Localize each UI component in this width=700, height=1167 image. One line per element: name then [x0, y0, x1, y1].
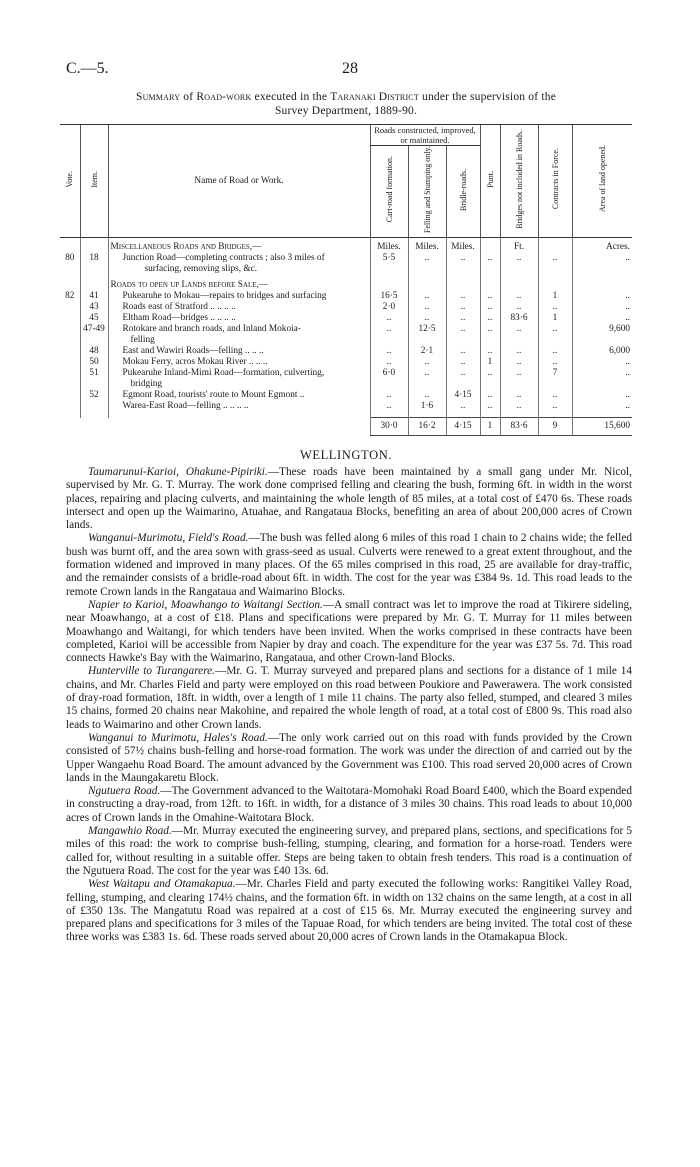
cell-contracts: ..	[538, 390, 572, 401]
caption-part: Road-work	[196, 91, 252, 103]
paragraph-title: Hunterville to Turangarere.	[88, 665, 216, 678]
cell-area: ..	[572, 390, 632, 401]
header-punt: Punt.	[480, 125, 500, 238]
cell-bridle: ..	[446, 357, 480, 368]
cell-cart: ..	[370, 390, 408, 401]
cell-bridle: 4·15	[446, 390, 480, 401]
paragraph-title: Wanganui-Murimotu, Field's Road.	[88, 532, 249, 545]
paragraph	[66, 785, 632, 825]
paragraph-title: West Waitapu and Otamakapua.	[88, 878, 236, 891]
total-bridges: 83·6	[500, 418, 538, 436]
cell-area: ..	[572, 313, 632, 324]
cell-name: Rotokare and branch roads, and Inland Mokoia- felling	[108, 324, 370, 346]
cell-area: ..	[572, 253, 632, 275]
cell-bridges: ..	[500, 346, 538, 357]
cell-contracts: ..	[538, 357, 572, 368]
table-row	[60, 357, 632, 368]
totals-row	[60, 418, 632, 436]
cell-item: 18	[80, 253, 108, 275]
cell-item	[80, 401, 108, 412]
road-work-table	[60, 124, 632, 436]
table-row	[60, 346, 632, 357]
total-area: 15,600	[572, 418, 632, 436]
caption-part: Survey Department, 1889-90.	[274, 105, 418, 117]
cell-contracts: ..	[538, 253, 572, 275]
cell-felling: ..	[408, 313, 446, 324]
cell-cart: ..	[370, 346, 408, 357]
cell-felling: 12·5	[408, 324, 446, 346]
cell-area: ..	[572, 368, 632, 390]
total-felling: 16·2	[408, 418, 446, 436]
cell-vote	[60, 368, 80, 390]
header-bridle: Bridle-roads.	[446, 146, 480, 238]
total-punt: 1	[480, 418, 500, 436]
cell-felling: ..	[408, 390, 446, 401]
cell-vote	[60, 302, 80, 313]
header-name: Name of Road or Work.	[108, 125, 370, 238]
header-area: Area of land opened.	[572, 125, 632, 238]
cell-area: 9,600	[572, 324, 632, 346]
caption-part: Taranaki District	[330, 91, 419, 103]
cell-cart: ..	[370, 324, 408, 346]
header-cart: Cart-road formation.	[370, 146, 408, 238]
total-bridle: 4·15	[446, 418, 480, 436]
cell-item: 45	[80, 313, 108, 324]
cell-name: Pukearuhe to Mokau—repairs to bridges and surfacing	[108, 291, 370, 302]
document-reference: C.—5.	[66, 60, 109, 77]
unit-label: Acres.	[572, 238, 632, 254]
unit-label: Miles.	[370, 238, 408, 254]
cell-bridges: ..	[500, 368, 538, 390]
cell-name: East and Wawiri Roads—felling .. .. ..	[108, 346, 370, 357]
cell-bridges: ..	[500, 390, 538, 401]
table-caption	[60, 90, 632, 118]
cell-vote	[60, 357, 80, 368]
cell-bridle: ..	[446, 346, 480, 357]
caption-part: of	[180, 91, 197, 103]
cell-punt: 1	[480, 357, 500, 368]
cell-contracts: 7	[538, 368, 572, 390]
cell-name: Egmont Road, tourists' route to Mount Egmont ..	[108, 390, 370, 401]
table-row	[60, 368, 632, 390]
table-row	[60, 401, 632, 412]
cell-punt: ..	[480, 401, 500, 412]
paragraph	[66, 665, 632, 731]
paragraph-text: —Mr. Murray executed the engineering survey, and prepared plans, sections, and specifications for 5 miles of this road: the work to comprise bush-felling, stumping, clearing, and formation for a horse-road. Tenders were called for, without resulting in a suitable offer. Steps are being taken to obtain fresh tenders. This road is a continuation of the Ngutuera Road. The cost for the year was £40 13s. 6d.	[66, 825, 632, 877]
cell-area: ..	[572, 401, 632, 412]
cell-vote	[60, 401, 80, 412]
cell-vote: 82	[65, 291, 75, 302]
cell-punt: ..	[480, 324, 500, 346]
unit-label: Ft.	[500, 238, 538, 254]
caption-part: under the supervision of the	[418, 91, 556, 103]
paragraph	[66, 825, 632, 878]
cell-cart: 6·0	[370, 368, 408, 390]
cell-felling: ..	[408, 253, 446, 275]
cell-name: Pukearuhe Inland-Mimi Road—formation, culverting, bridging	[108, 368, 370, 390]
cell-bridle: ..	[446, 324, 480, 346]
header-contracts: Contracts in Force.	[538, 125, 572, 238]
header-vote: Vote.	[60, 125, 80, 238]
cell-name: Warea-East Road—felling .. .. .. ..	[108, 401, 370, 412]
caption-part: Summary	[135, 91, 181, 103]
cell-vote	[60, 390, 80, 401]
table-row	[60, 253, 632, 275]
cell-cart: ..	[370, 357, 408, 368]
cell-contracts: ..	[538, 324, 572, 346]
cell-bridges: ..	[500, 357, 538, 368]
cell-contracts: ..	[538, 302, 572, 313]
cell-area: ..	[572, 291, 632, 302]
cell-area: 6,000	[572, 346, 632, 357]
table-row	[60, 324, 632, 346]
cell-punt: ..	[480, 302, 500, 313]
cell-vote	[60, 313, 80, 324]
unit-label: Miles.	[408, 238, 446, 254]
paragraph-text: —The bush was felled along 6 miles of this road 1 chain to 2 chains wide; the felled bush was burnt off, and the area sown with grass-seed as usual. Culverts were renewed to a great extent throughout, and the formation widened and improved in many places. Of the 65 miles comprised in this road, 25 are available for dray-traffic, and the remainder consists of a bridle-road about 6ft. in width. The cost for the year was £384 9s. 1d. This road leads to the remote Crown lands in the Rangataua and Waimarino Blocks.	[66, 532, 632, 598]
cell-felling: ..	[408, 368, 446, 390]
caption-part: executed in the	[251, 91, 331, 103]
cell-contracts: 1	[538, 291, 572, 302]
cell-name: Roads east of Stratford .. .. .. ..	[108, 302, 370, 313]
table-row	[60, 291, 632, 302]
cell-name: Mokau Ferry, acros Mokau River .. .. ..	[108, 357, 370, 368]
cell-item: 43	[80, 302, 108, 313]
lands-heading: Roads to open up Lands before Sale,—	[108, 280, 370, 291]
cell-vote	[60, 346, 80, 357]
cell-punt: ..	[480, 313, 500, 324]
paragraph-text: —Mr. G. T. Murray surveyed and prepared plans and sections for a distance of 1 mile 14 chains, and Mr. Charles Field and party were employed on this road between Poukiore and Pawerawera. The work consisted of dray-road formation, 18ft. in width, over a length of 1 mile 11 chains. The party also felled, stumped, and cleared 3 miles 15 chains, formed 20 chains near Makohine, and repaired the whole length of road, at a total cost of £800 9s. This road also leads to Waimarino and other Crown lands.	[66, 665, 632, 731]
cell-item: 47-49	[80, 324, 108, 346]
cell-bridle: ..	[446, 302, 480, 313]
cell-contracts: ..	[538, 401, 572, 412]
cell-item: 41	[80, 291, 108, 302]
cell-item: 48	[80, 346, 108, 357]
cell-punt: ..	[480, 390, 500, 401]
cell-cart: 2·0	[370, 302, 408, 313]
cell-bridges: ..	[500, 401, 538, 412]
section-title: WELLINGTON.	[299, 448, 393, 462]
header-item: Item.	[80, 125, 108, 238]
cell-bridges: ..	[500, 324, 538, 346]
cell-bridges: ..	[500, 302, 538, 313]
paragraph-text: —The only work carried out on this road with funds provided by the Crown consisted of 57½ chains bush-felling and horse-road formation. The work was under the direction of and carried out by the Upper Wangaehu Road Board. The amount advanced by the Government was £100. This road served 20,000 acres of Crown lands in the Maungakaretu Block.	[66, 731, 632, 784]
cell-vote	[60, 324, 80, 346]
paragraph-text: —Mr. Charles Field and party executed the following works: Rangitikei Valley Road, felling, stumping, and clearing 174½ chains, and the formation 6ft. in width on 132 chains on the same length, at a cost in all of £350 13s. The Mangatutu Road was repaired at a cost of £15 6s. Mr. Murray executed the engineering survey and prepared plans and specifications for 3 miles of the Tapuae Road, for which tenders are being invited. The total cost of these three works was £383 1s. 6d. These roads served about 20,000 acres of Crown lands in the Otamakapua Block.	[66, 878, 632, 944]
body-text	[66, 466, 632, 945]
cell-felling: ..	[408, 302, 446, 313]
paragraph	[66, 732, 632, 785]
paragraph-title: Taumarunui-Karioi, Ohakune-Pipiriki.	[88, 466, 268, 478]
cell-bridle: ..	[446, 401, 480, 412]
cell-contracts: ..	[538, 346, 572, 357]
cell-area: ..	[572, 302, 632, 313]
paragraph	[66, 466, 632, 532]
cell-felling: ..	[408, 357, 446, 368]
cell-cart: ..	[370, 313, 408, 324]
cell-name: Junction Road—completing contracts ; also 3 miles of surfacing, removing slips, &c.	[108, 253, 370, 275]
cell-cart: 16·5	[370, 291, 408, 302]
cell-felling: 2·1	[408, 346, 446, 357]
cell-contracts: 1	[538, 313, 572, 324]
cell-punt: ..	[480, 368, 500, 390]
paragraph-title: Mangawhio Road.	[88, 825, 172, 838]
total-contracts: 9	[538, 418, 572, 436]
cell-vote: 80	[65, 253, 75, 264]
cell-name: Eltham Road—bridges .. .. .. ..	[108, 313, 370, 324]
cell-bridle: ..	[446, 368, 480, 390]
cell-bridle: ..	[446, 291, 480, 302]
page-number: 28	[342, 60, 358, 77]
paragraph-title: Ngutuera Road.	[88, 785, 161, 798]
cell-felling: ..	[408, 291, 446, 302]
total-cart: 30·0	[370, 418, 408, 436]
paragraph	[66, 532, 632, 598]
cell-felling: 1·6	[408, 401, 446, 412]
paragraph-text: —A small contract was let to improve the road at Tikirere sideling, near Moawhango, at a cost of £18. Plans and specifications were prepared by Mr. G. T. Murray for 11 miles between Moawhango and Waitangi, for which tenders have been invited. When the works comprised in these contracts have been completed, Karioi will be accessible from Napier by dray and coach. The expenditure for the year was £37 5s. 7d. This road connects Hawke's Bay with the Waimarino, Rangataua, and other Crown-land Blocks.	[66, 598, 632, 665]
header-roads-group: Roads constructed, improved, or maintained.	[370, 125, 480, 146]
cell-area: ..	[572, 357, 632, 368]
cell-punt: ..	[480, 291, 500, 302]
cell-item: 50	[80, 357, 108, 368]
paragraph-text: —The Government advanced to the Waitotara-Momohaki Road Board £400, which the Board expended in constructing a dray-road, from 12ft. to 16ft. in width, for a distance of 3 miles 30 chains. This road leads to about 10,000 acres of Crown lands in the Omahine-Waitotara Block.	[66, 785, 632, 824]
table-row	[60, 313, 632, 324]
cell-item: 51	[80, 368, 108, 390]
cell-punt: ..	[480, 253, 500, 275]
paragraph	[66, 878, 632, 944]
cell-item: 52	[80, 390, 108, 401]
unit-label: Miles.	[446, 238, 480, 254]
cell-bridges: ..	[500, 253, 538, 275]
table-row	[60, 390, 632, 401]
cell-cart: 5·5	[370, 253, 408, 275]
cell-bridle: ..	[446, 253, 480, 275]
misc-heading: Miscellaneous Roads and Bridges,—	[108, 238, 370, 254]
table-row	[60, 302, 632, 313]
cell-bridges: ..	[500, 291, 538, 302]
cell-bridges: 83·6	[500, 313, 538, 324]
header-felling: Felling and Stumping only.	[408, 146, 446, 238]
cell-punt: ..	[480, 346, 500, 357]
cell-cart: ..	[370, 401, 408, 412]
cell-bridle: ..	[446, 313, 480, 324]
paragraph	[66, 599, 632, 665]
paragraph-title: Napier to Karioi, Moawhango to Waitangi Section.	[88, 598, 323, 611]
header-bridges: Bridges not included in Roads.	[500, 125, 538, 238]
paragraph-text: —These roads have been maintained by a small gang under Mr. Nicol, supervised by Mr. G. T. Murray. The work done comprised felling and clearing the bush, forming 6ft. in width in the worst places, repairing and placing culverts, and maintaining the whole length of 85 miles, at a total cost of £470 6s. These roads intersect and open up the Waimarino, Atuahae, and Rangataua Blocks, benefiting an area of about 200,000 acres of Crown lands.	[66, 466, 632, 532]
paragraph-title: Wanganui to Murimotu, Hales's Road.	[88, 731, 268, 744]
